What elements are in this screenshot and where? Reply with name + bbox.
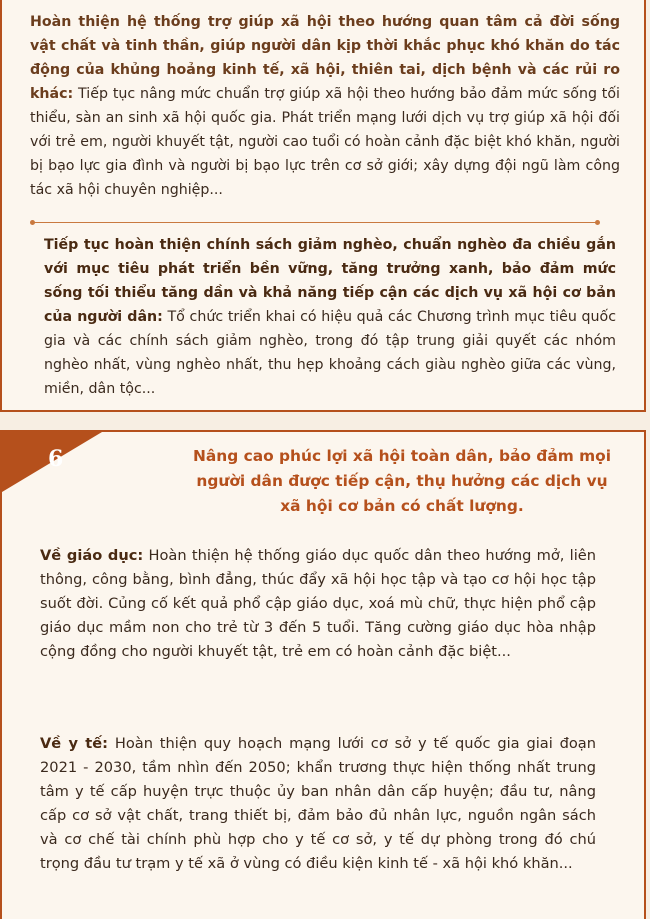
section-heading: Nâng cao phúc lợi xã hội toàn dân, bảo đảm mọi người dân được tiếp cận, thụ hưởng các dịch vụ xã hội cơ bản có chất lượng. [193, 447, 611, 515]
poverty-reduction-paragraph [44, 233, 616, 401]
health-paragraph [40, 732, 596, 876]
health-body: Hoàn thiện quy hoạch mạng lưới cơ sở y tế quốc gia giai đoạn 2021 - 2030, tầm nhìn đến 2050; khẩn trương thực hiện thống nhất trung tâm y tế cấp huyện trực thuộc ủy ban nhân dân cấp huyện; đầu tư, nâng cấp cơ sở vật chất, trang thiết bị, đảm bảo đủ nhân lực, nguồn ngân sách và cơ chế tài chính phù hợp cho y tế cơ sở, y tế dự phòng trong đó chú trọng đầu tư trạm y tế xã ở vùng có điều kiện kinh tế - xã hội khó khăn... [40, 735, 596, 872]
social-assistance-title: Hoàn thiện hệ thống trợ giúp xã hội theo hướng quan tâm cả đời sống vật chất và tinh thần, giúp người dân kịp thời khắc phục khó khăn do tác động của khủng hoảng kinh tế, xã hội, thiên tai, dịch bệnh và các rủi ro khác: [30, 14, 620, 102]
social-assistance-paragraph [30, 10, 620, 202]
poverty-reduction-body: Tổ chức triển khai có hiệu quả các Chương trình mục tiêu quốc gia và các chính sách giảm nghèo, trong đó tập trung giải quyết các nhóm nghèo nhất, vùng nghèo nhất, thu hẹp khoảng cách giàu nghèo giữa các vùng, miền, dân tộc... [44, 309, 616, 397]
education-label: Về giáo dục: [40, 547, 144, 564]
education-body: Hoàn thiện hệ thống giáo dục quốc dân theo hướng mở, liên thông, công bằng, bình đẳng, thúc đẩy xã hội học tập và tạo cơ hội học tập suốt đời. Củng cố kết quả phổ cập giáo dục, xoá mù chữ, thực hiện phổ cập giáo dục mầm non cho trẻ từ 3 đến 5 tuổi. Tăng cường giáo dục hòa nhập cộng đồng cho người khuyết tật, trẻ em có hoàn cảnh đặc biệt... [40, 547, 596, 660]
section-6-panel [0, 430, 646, 919]
poverty-reduction-title: Tiếp tục hoàn thiện chính sách giảm nghèo, chuẩn nghèo đa chiều gắn với mục tiêu phát triển bền vững, tăng trưởng xanh, bảo đảm mức sống tối thiểu tăng dần và khả năng tiếp cận các dịch vụ xã hội cơ bản của người dân: [44, 237, 616, 325]
section-divider [30, 218, 600, 228]
section-number: 6 [48, 446, 64, 472]
social-assistance-body: Tiếp tục nâng mức chuẩn trợ giúp xã hội theo hướng bảo đảm mức sống tối thiểu, sàn an sinh xã hội quốc gia. Phát triển mạng lưới dịch vụ trợ giúp xã hội đối với trẻ em, người khuyết tật, người cao tuổi có hoàn cảnh đặc biệt khó khăn, người bị bạo lực gia đình và người bị bạo lực trên cơ sở giới; xây dựng đội ngũ làm công tác xã hội chuyên nghiệp... [30, 86, 620, 198]
education-paragraph [40, 544, 596, 664]
health-label: Về y tế: [40, 735, 108, 752]
section-5-panel [0, 0, 646, 412]
